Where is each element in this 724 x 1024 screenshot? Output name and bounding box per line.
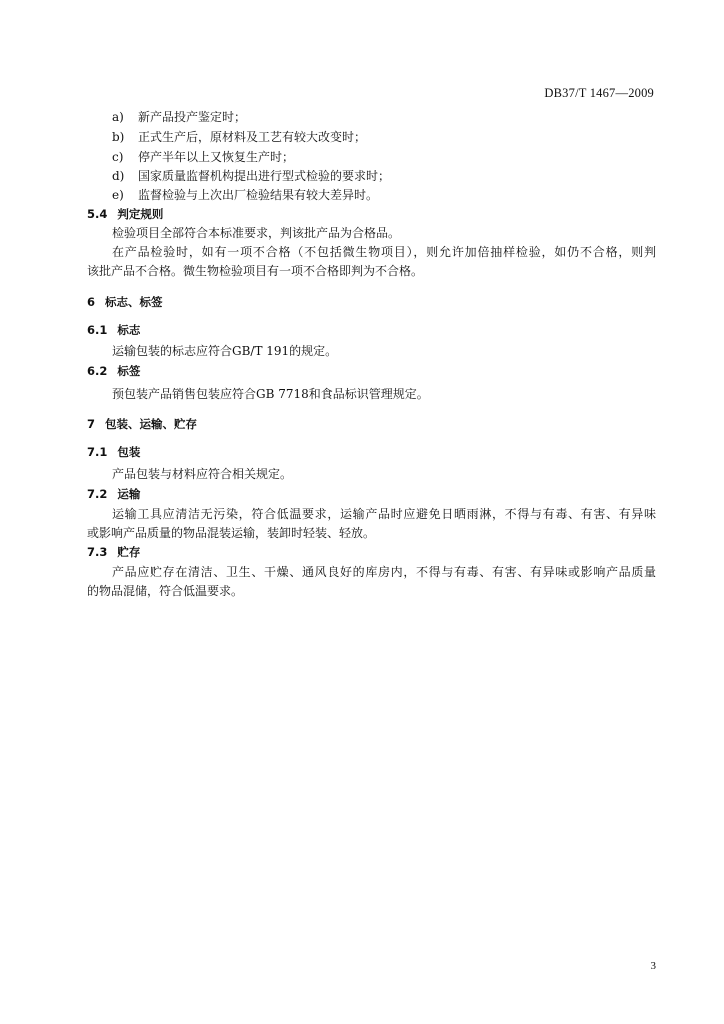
list-item-a bbox=[112, 110, 246, 124]
paragraph-5-4-1: 检验项目全部符合本标准要求，判该批产品为合格品。 bbox=[112, 226, 401, 240]
paragraph-6-1: 运输包装的标志应符合GB/T 191的规定。 bbox=[112, 344, 338, 358]
paragraph-7-1: 产品包装与材料应符合相关规定。 bbox=[112, 467, 293, 481]
section-number: 6 bbox=[87, 295, 96, 309]
section-title: 运输 bbox=[117, 487, 141, 501]
section-heading-7-2 bbox=[87, 487, 140, 501]
section-title: 标志 bbox=[117, 323, 141, 337]
section-heading-7 bbox=[87, 417, 197, 431]
section-number: 7.3 bbox=[87, 545, 108, 559]
section-heading-7-3 bbox=[87, 545, 140, 559]
section-heading-7-1 bbox=[87, 445, 140, 459]
list-item-d bbox=[112, 169, 390, 183]
list-item-text: 停产半年以上又恢复生产时； bbox=[138, 150, 295, 164]
section-title: 包装 bbox=[117, 445, 141, 459]
section-number: 6.2 bbox=[87, 364, 108, 378]
paragraph-7-2-line2: 或影响产品质量的物品混装运输，装卸时轻装、轻放。 bbox=[87, 526, 376, 540]
paragraph-6-2: 预包装产品销售包装应符合GB 7718和食品标识管理规定。 bbox=[112, 387, 429, 401]
section-title: 贮存 bbox=[117, 545, 141, 559]
list-marker: e) bbox=[112, 188, 124, 202]
paragraph-7-2-line1: 运输工具应清洁无污染，符合低温要求，运输产品时应避免日晒雨淋，不得与有毒、有害、有异味 bbox=[112, 507, 657, 521]
section-title: 判定规则 bbox=[117, 207, 164, 221]
list-item-b bbox=[112, 130, 366, 144]
section-title: 标签 bbox=[117, 364, 141, 378]
paragraph-5-4-2-line2: 该批产品不合格。微生物检验项目有一项不合格即判为不合格。 bbox=[87, 264, 424, 278]
document-number-header: DB37/T 1467—2009 bbox=[544, 86, 654, 100]
section-number: 7.2 bbox=[87, 487, 108, 501]
list-marker: b) bbox=[112, 130, 125, 144]
section-number: 7 bbox=[87, 417, 96, 431]
section-heading-6 bbox=[87, 295, 163, 309]
section-heading-5-4 bbox=[87, 207, 163, 221]
section-number: 6.1 bbox=[87, 323, 108, 337]
section-heading-6-1 bbox=[87, 323, 140, 337]
section-number: 5.4 bbox=[87, 207, 108, 221]
section-title: 包装、运输、贮存 bbox=[105, 417, 198, 431]
list-marker: c) bbox=[112, 150, 124, 164]
list-marker: d) bbox=[112, 169, 125, 183]
section-number: 7.1 bbox=[87, 445, 108, 459]
paragraph-7-3-line2: 的物品混储，符合低温要求。 bbox=[87, 584, 244, 598]
page-number: 3 bbox=[650, 960, 656, 972]
list-item-text: 正式生产后，原材料及工艺有较大改变时； bbox=[138, 130, 367, 144]
list-item-c bbox=[112, 150, 294, 164]
list-item-text: 监督检验与上次出厂检验结果有较大差异时。 bbox=[138, 188, 379, 202]
paragraph-7-3-line1: 产品应贮存在清洁、卫生、干燥、通风良好的库房内，不得与有毒、有害、有异味或影响产品质量 bbox=[112, 565, 657, 579]
list-item-text: 新产品投产鉴定时； bbox=[138, 110, 247, 124]
section-title: 标志、标签 bbox=[105, 295, 163, 309]
section-heading-6-2 bbox=[87, 364, 140, 378]
list-item-text: 国家质量监督机构提出进行型式检验的要求时； bbox=[138, 169, 391, 183]
paragraph-5-4-2-line1: 在产品检验时，如有一项不合格（不包括微生物项目），则允许加倍抽样检验，如仍不合格，则判 bbox=[112, 245, 657, 259]
list-marker: a) bbox=[112, 110, 124, 124]
list-item-e bbox=[112, 188, 378, 202]
